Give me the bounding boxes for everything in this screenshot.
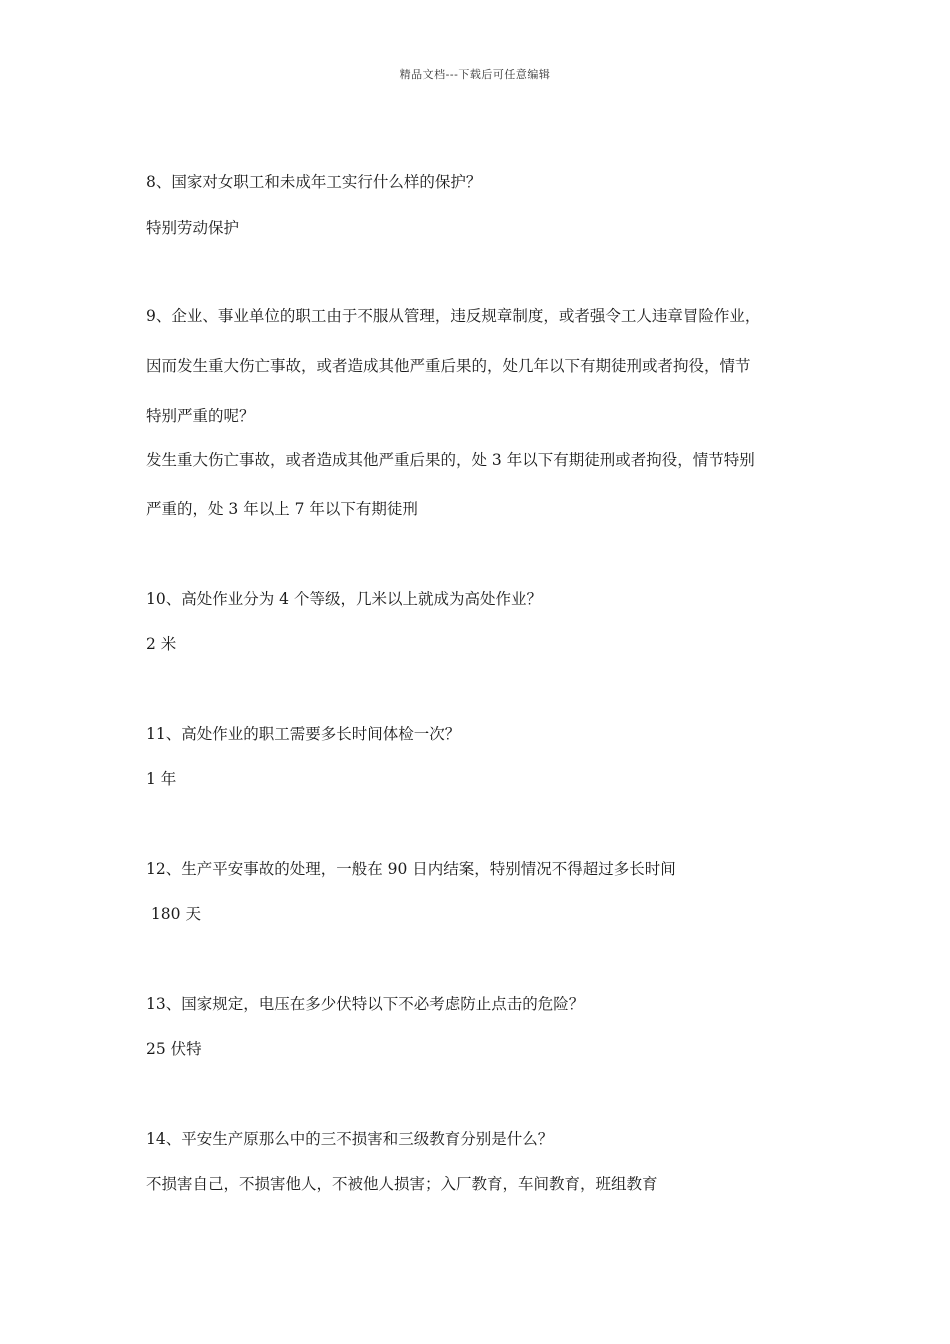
answer-13-line-1: 25 伏特 bbox=[146, 1040, 202, 1058]
answer-11-line-1: 1 年 bbox=[146, 770, 177, 788]
answer-9-line-1: 发生重大伤亡事故，或者造成其他严重后果的，处 3 年以下有期徒刑或者拘役，情节特别 bbox=[146, 451, 755, 469]
question-9-line-2: 因而发生重大伤亡事故，或者造成其他严重后果的，处几年以下有期徒刑或者拘役，情节 bbox=[146, 357, 751, 375]
page-header: 精品文档---下载后可任意编辑 bbox=[399, 68, 551, 81]
question-14-line-1: 14、平安生产原那么中的三不损害和三级教育分别是什么？ bbox=[146, 1130, 554, 1148]
question-8-line-1: 8、国家对女职工和未成年工实行什么样的保护？ bbox=[146, 173, 482, 191]
question-9-line-1: 9、企业、事业单位的职工由于不服从管理，违反规章制度，或者强令工人违章冒险作业， bbox=[146, 307, 761, 325]
question-12-line-1: 12、生产平安事故的处理，一般在 90 日内结案，特别情况不得超过多长时间 bbox=[146, 860, 676, 878]
question-13-line-1: 13、国家规定，电压在多少伏特以下不必考虑防止点击的危险？ bbox=[146, 995, 585, 1013]
answer-10-line-1: 2 米 bbox=[146, 635, 177, 653]
question-10-line-1: 10、高处作业分为 4 个等级，几米以上就成为高处作业？ bbox=[146, 590, 542, 608]
question-11-line-1: 11、高处作业的职工需要多长时间体检一次？ bbox=[146, 725, 461, 743]
answer-8-line-1: 特别劳动保护 bbox=[146, 219, 240, 237]
answer-12-line-1: 180 天 bbox=[146, 905, 201, 923]
question-9-line-3: 特别严重的呢？ bbox=[146, 407, 255, 425]
answer-14-line-1: 不损害自己，不损害他人，不被他人损害；入厂教育，车间教育，班组教育 bbox=[146, 1175, 658, 1193]
answer-9-line-2: 严重的，处 3 年以上 7 年以下有期徒刑 bbox=[146, 500, 418, 518]
